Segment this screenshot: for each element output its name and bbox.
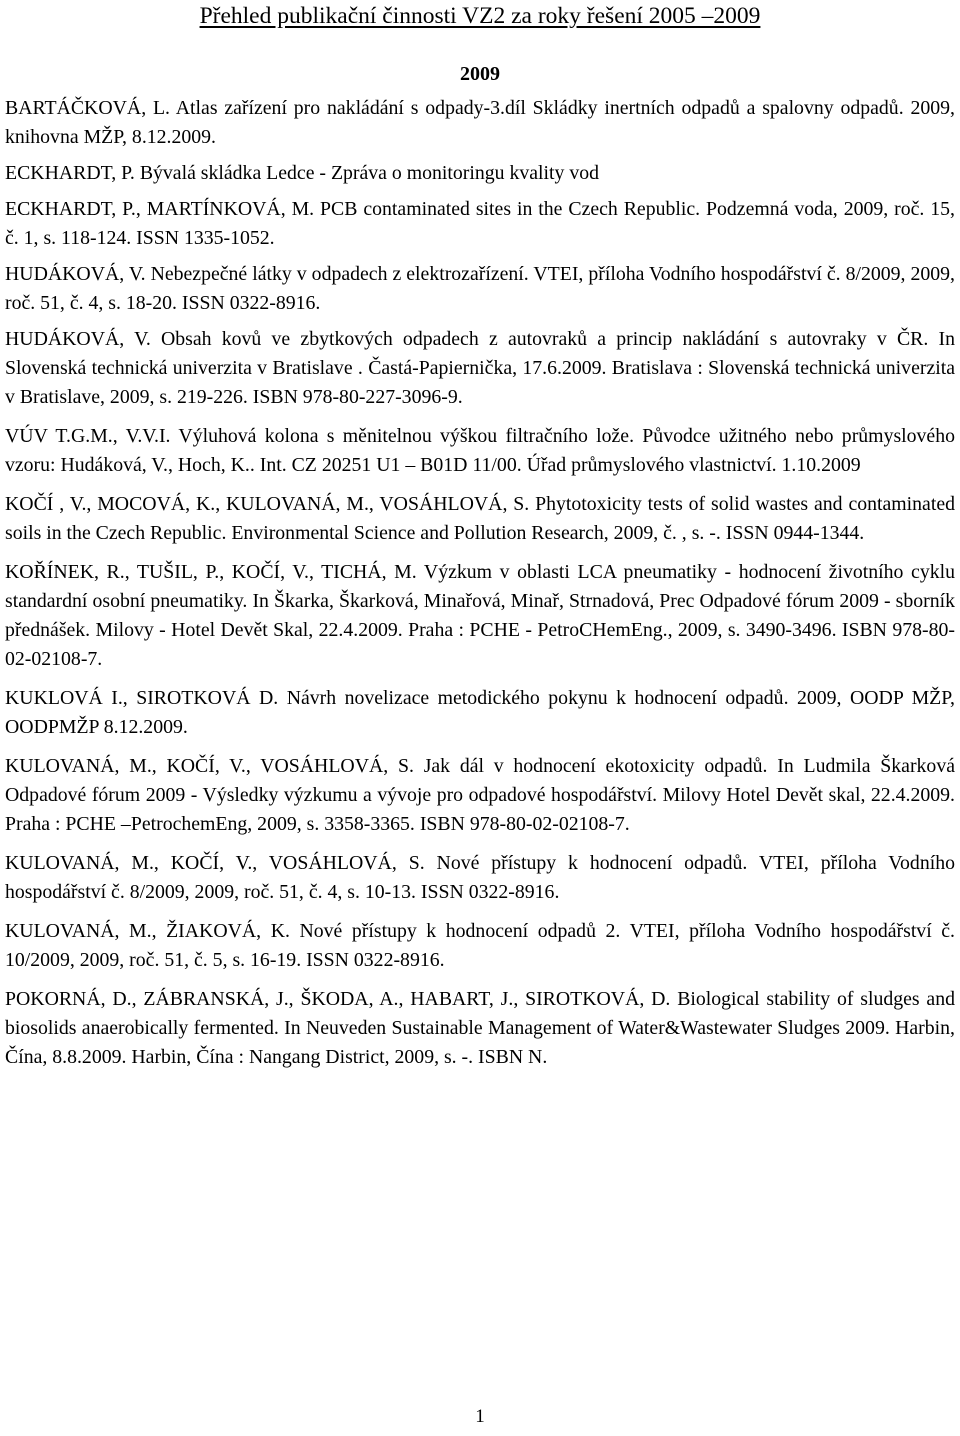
- publication-entry: HUDÁKOVÁ, V. Nebezpečné látky v odpadech z elektrozařízení. VTEI, příloha Vodního hospodářství č. 8/2009, 2009, roč. 51, č. 4, s. 18-20. ISSN 0322-8916.: [5, 263, 955, 314]
- publication-entry: POKORNÁ, D., ZÁBRANSKÁ, J., ŠKODA, A., HABART, J., SIROTKOVÁ, D. Biological stability of sludges and biosolids anaerobically fermented. In Neuveden Sustainable Management of Water&Wastewater Sludges 2009. Harbin, Čína, 8.8.2009. Harbin, Čína : Nangang District, 2009, s. -. ISBN N.: [5, 988, 955, 1068]
- publication-entry: KULOVANÁ, M., KOČÍ, V., VOSÁHLOVÁ, S. Nové přístupy k hodnocení odpadů. VTEI, příloha Vodního hospodářství č. 8/2009, 2009, roč. 51, č. 4, s. 10-13. ISSN 0322-8916.: [5, 852, 955, 903]
- publication-entry: HUDÁKOVÁ, V. Obsah kovů ve zbytkových odpadech z autovraků a princip nakládání s autovraky v ČR. In Slovenská technická univerzita v Bratislave . Častá-Papiernička, 17.6.2009. Bratislava : Slovenská technická univerzita v Bratislave, 2009, s. 219-226. ISBN 978-80-227-3096-9.: [5, 328, 955, 408]
- publication-entry: KULOVANÁ, M., KOČÍ, V., VOSÁHLOVÁ, S. Jak dál v hodnocení ekotoxicity odpadů. In Ludmila Škarková Odpadové fórum 2009 - Výsledky výzkumu a vývoje pro odpadové hospodářství. Milovy Hotel Devět skal, 22.4.2009. Praha : PCHE –PetrochemEng, 2009, s. 3358-3365. ISBN 978-80-02-02108-7.: [5, 755, 955, 835]
- publication-entry: BARTÁČKOVÁ, L. Atlas zařízení pro nakládání s odpady-3.díl Skládky inertních odpadů a spalovny odpadů. 2009, knihovna MŽP, 8.12.2009.: [5, 97, 955, 148]
- year-heading: 2009: [460, 63, 500, 85]
- publication-entry: KUKLOVÁ I., SIROTKOVÁ D. Návrh novelizace metodického pokynu k hodnocení odpadů. 2009, OODP MŽP, OODPMŽP 8.12.2009.: [5, 687, 955, 738]
- publication-entry: KULOVANÁ, M., ŽIAKOVÁ, K. Nové přístupy k hodnocení odpadů 2. VTEI, příloha Vodního hospodářství č. 10/2009, 2009, roč. 51, č. 5, s. 16-19. ISSN 0322-8916.: [5, 920, 955, 971]
- publication-entry: KOČÍ , V., MOCOVÁ, K., KULOVANÁ, M., VOSÁHLOVÁ, S. Phytotoxicity tests of solid wastes and contaminated soils in the Czech Republic. Environmental Science and Pollution Research, 2009, č. , s. -. ISSN 0944-1344.: [5, 493, 955, 544]
- page-number: 1: [475, 1406, 485, 1427]
- document-title: Přehled publikační činnosti VZ2 za roky řešení 2005 –2009: [199, 3, 761, 29]
- publication-entry: VÚV T.G.M., V.V.I. Výluhová kolona s měnitelnou výškou filtračního lože. Původce užitného nebo průmyslového vzoru: Hudáková, V., Hoch, K.. Int. CZ 20251 U1 – B01D 11/00. Úřad průmyslového vlastnictví. 1.10.2009: [5, 425, 955, 476]
- publication-entry: KOŘÍNEK, R., TUŠIL, P., KOČÍ, V., TICHÁ, M. Výzkum v oblasti LCA pneumatiky - hodnocení životního cyklu standardní osobní pneumatiky. In Škarka, Škarková, Minařová, Minař, Strnadová, Prec Odpadové fórum 2009 - sborník přednášek. Milovy - Hotel Devět Skal, 22.4.2009. Praha : PCHE - PetroCHemEng., 2009, s. 3490-3496. ISBN 978-80-02-02108-7.: [5, 561, 955, 670]
- publication-entry: ECKHARDT, P. Bývalá skládka Ledce - Zpráva o monitoringu kvality vod: [5, 162, 600, 184]
- publication-entry: ECKHARDT, P., MARTÍNKOVÁ, M. PCB contaminated sites in the Czech Republic. Podzemná voda, 2009, roč. 15, č. 1, s. 118-124. ISSN 1335-1052.: [5, 198, 955, 249]
- publication-list: [5, 94, 955, 1082]
